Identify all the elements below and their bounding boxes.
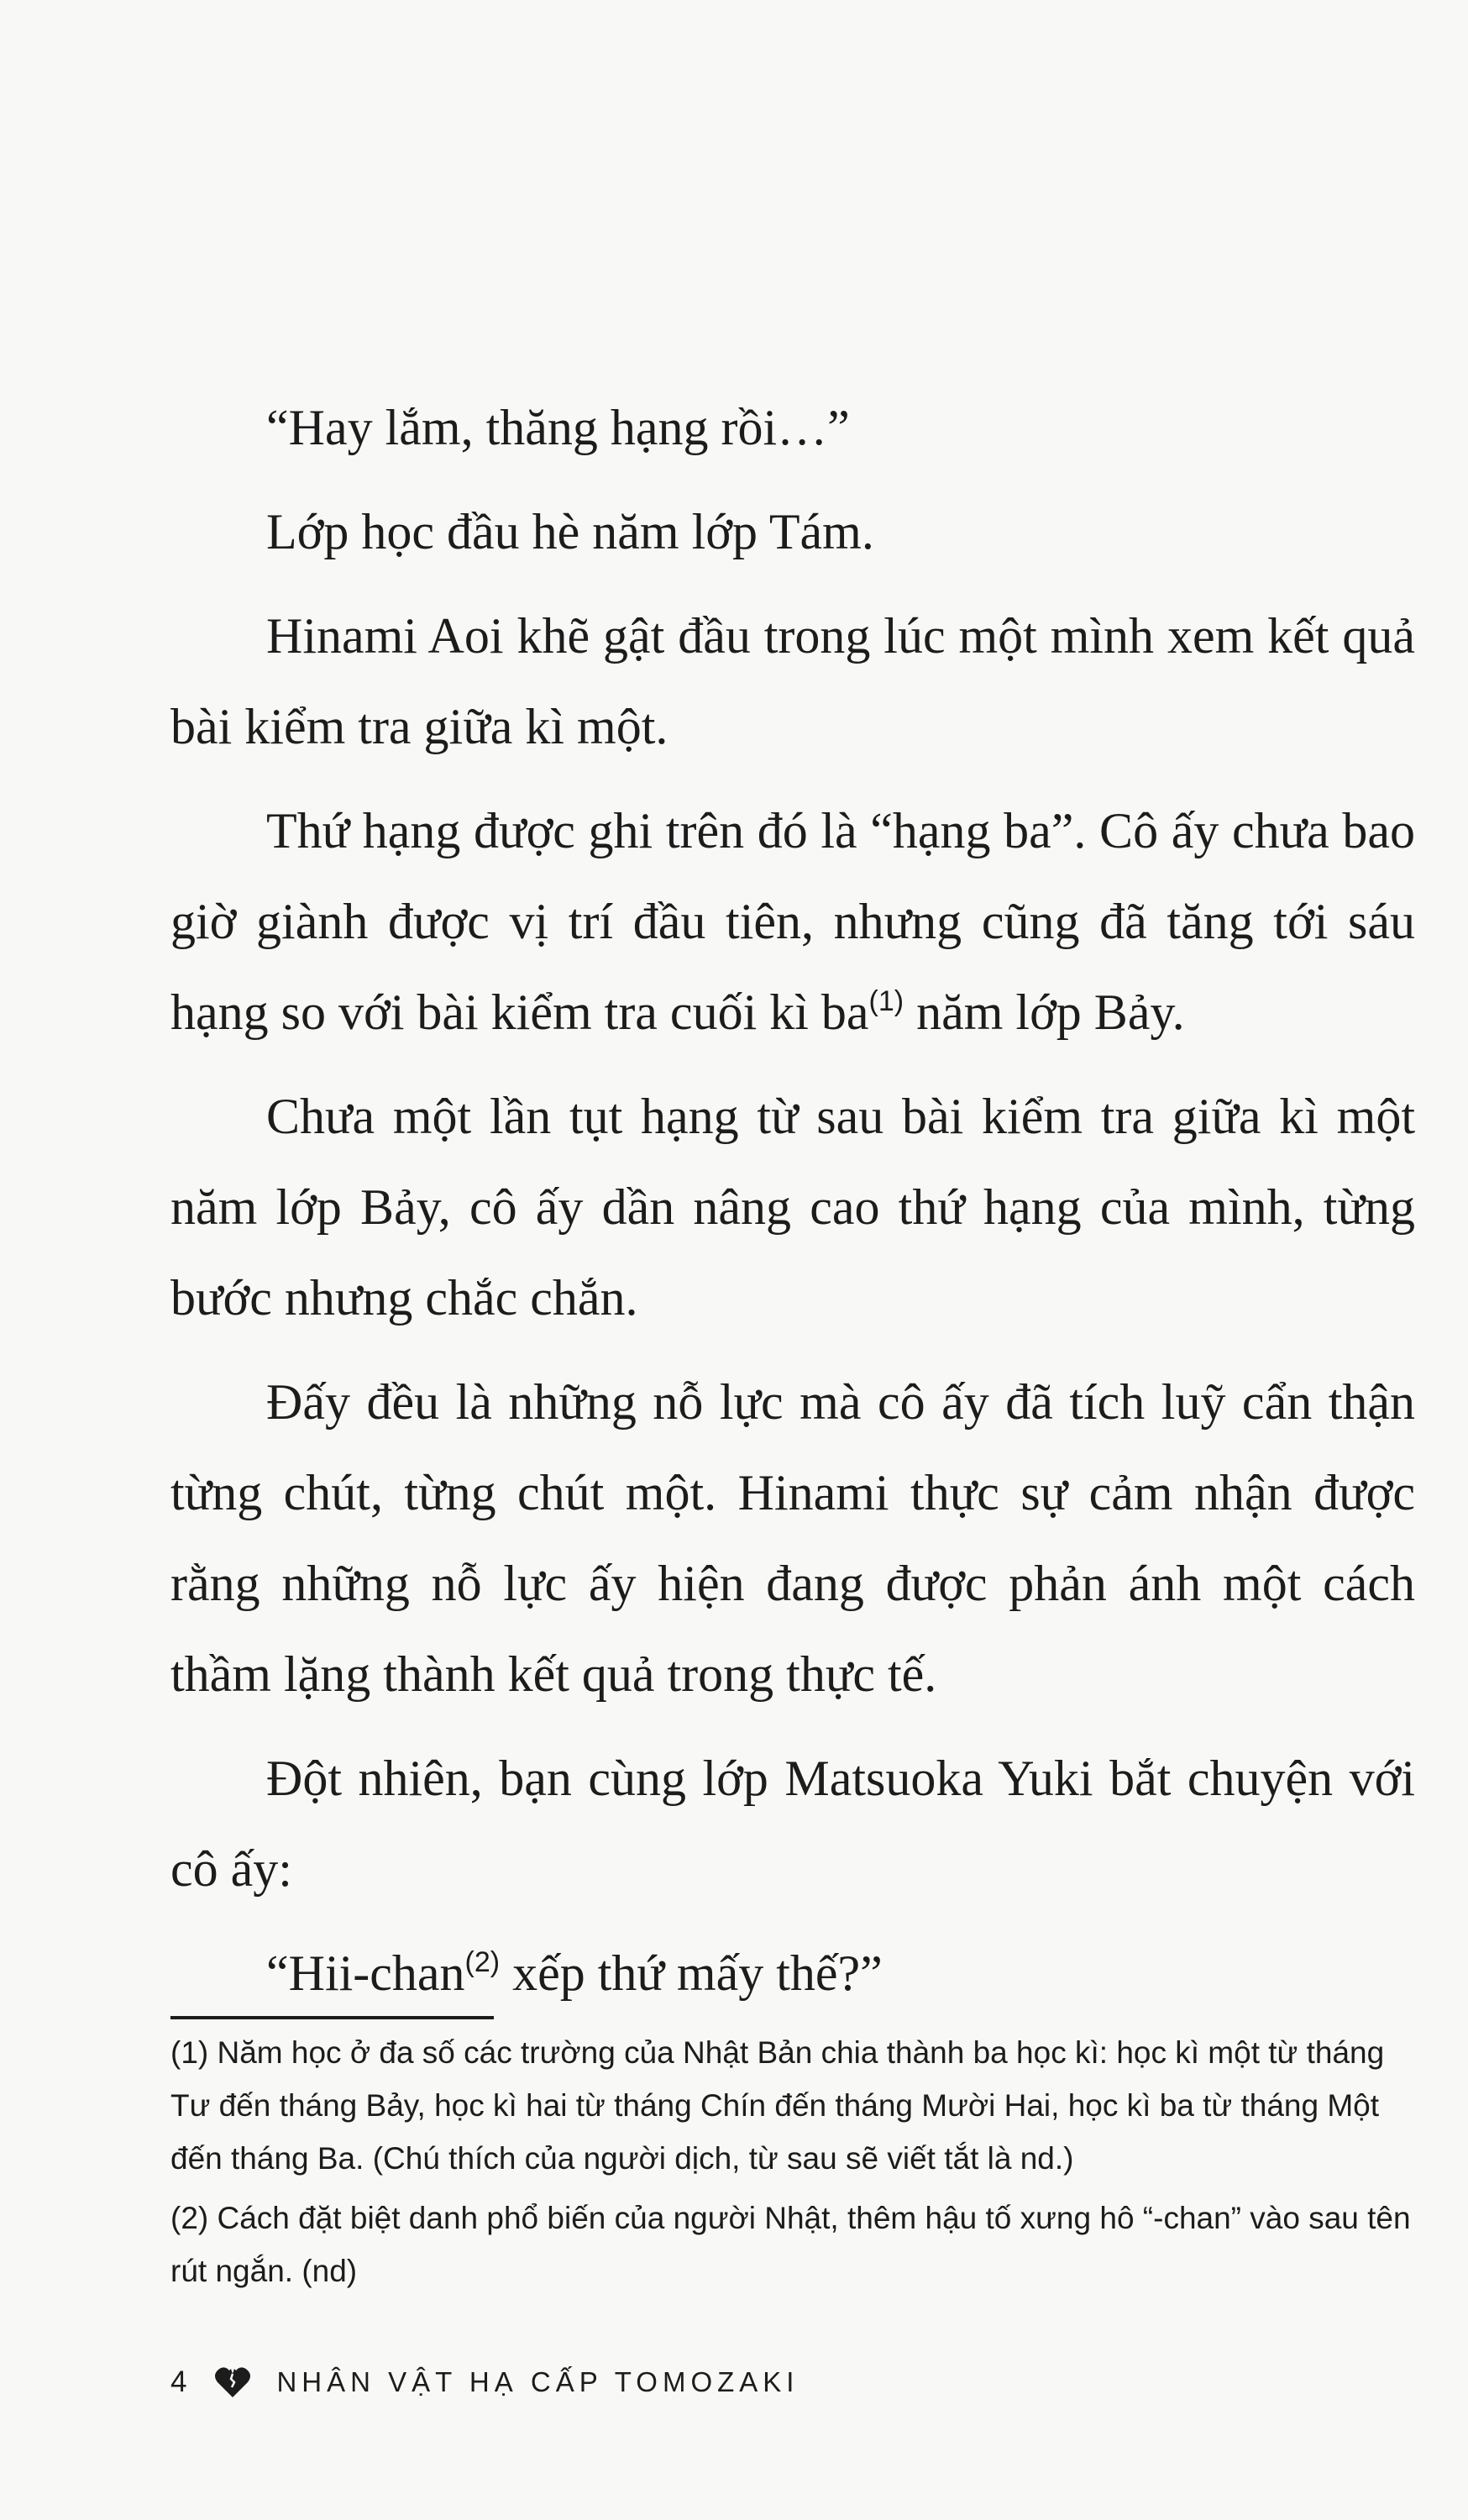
- footnote-1: (1) Năm học ở đa số các trường của Nhật Bản chia thành ba học kì: học kì một từ tháng Tư đến tháng Bảy, học kì hai từ tháng Chín đến tháng Mười Hai, học kì ba từ tháng Một đến tháng Ba. (Chú thích của người dịch, từ sau sẽ viết tắt là nd.): [170, 2035, 1385, 2176]
- footnote-2: (2) Cách đặt biệt danh phổ biến của người Nhật, thêm hậu tố xưng hô “-chan” vào sau tên rút ngắn. (nd): [170, 2201, 1411, 2288]
- main-text: [170, 382, 1415, 2032]
- paragraph: Đột nhiên, bạn cùng lớp Matsuoka Yuki bắt chuyện với cô ấy:: [170, 1751, 1415, 1897]
- paragraph: Lớp học đầu hè năm lớp Tám.: [266, 504, 874, 559]
- footnote-divider: [170, 2016, 494, 2019]
- paragraph: “Hay lắm, thăng hạng rồi…”: [266, 400, 850, 455]
- paragraph-text: năm lớp Bảy.: [904, 984, 1185, 1040]
- paragraph: Đấy đều là những nỗ lực mà cô ấy đã tích luỹ cẩn thận từng chút, từng chút một. Hinami thực sự cảm nhận được rằng những nỗ lực ấy hiện đang được phản ánh một cách thầm lặng thành kết quả trong thực tế.: [170, 1374, 1415, 1702]
- heart-icon: [214, 2365, 251, 2399]
- paragraph: Chưa một lần tụt hạng từ sau bài kiểm tra giữa kì một năm lớp Bảy, cô ấy dần nâng cao thứ hạng của mình, từng bước nhưng chắc chắn.: [170, 1089, 1415, 1326]
- paragraph-text: xếp thứ mấy thế?”: [500, 1945, 883, 2001]
- running-footer: [170, 2357, 799, 2407]
- paragraph-text: Thứ hạng được ghi trên đó là “hạng ba”. Cô ấy chưa bao giờ giành được vị trí đầu tiên, nhưng cũng đã tăng tới sáu hạng so với bài kiểm tra cuối kì ba: [170, 803, 1415, 1040]
- footnotes: [170, 2026, 1415, 2304]
- paragraph: [170, 785, 1415, 1058]
- paragraph-text: “Hii-chan: [266, 1945, 465, 2001]
- paragraph: [170, 1928, 1415, 2019]
- book-title: NHÂN VẬT HẠ CẤP TOMOZAKI: [276, 2366, 800, 2397]
- footnote-ref-1: (1): [868, 985, 904, 1017]
- paragraph: Hinami Aoi khẽ gật đầu trong lúc một mình xem kết quả bài kiểm tra giữa kì một.: [170, 608, 1415, 754]
- page-number: 4: [170, 2365, 191, 2398]
- footnote-ref-2: (2): [464, 1946, 501, 1978]
